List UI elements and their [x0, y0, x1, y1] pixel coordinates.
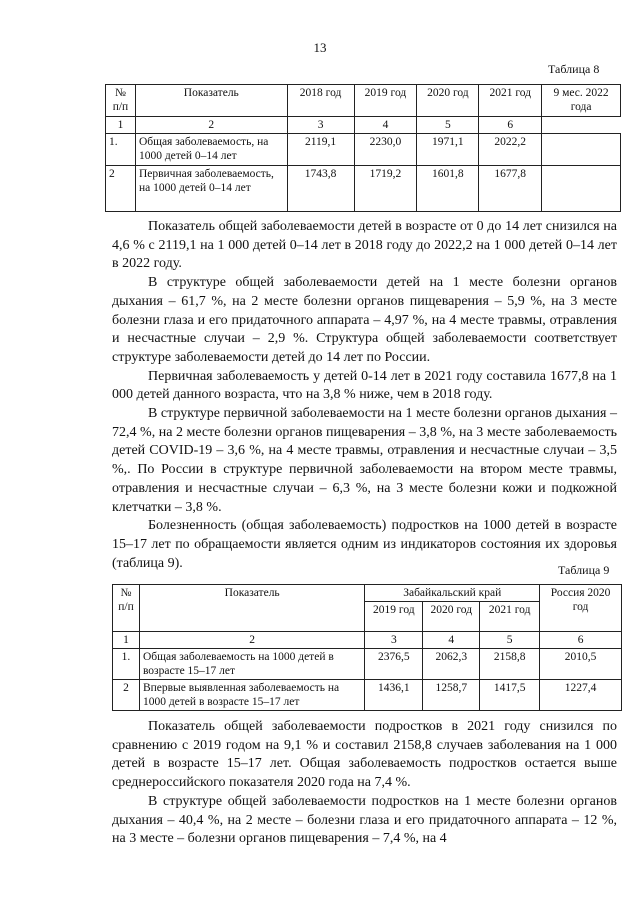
- colnum-cell: 6: [479, 117, 542, 134]
- value-cell: 1601,8: [417, 166, 479, 212]
- paragraph: Показатель общей заболеваемости детей в возрасте от 0 до 14 лет снизился на 4,6 % с 2119,1 на 1 000 детей 0–14 лет в 2018 году до 2022,2 на 1 000 детей 0–14 лет в 2022 году.: [112, 219, 617, 272]
- header-cell: Показатель: [135, 85, 287, 117]
- header-cell: № п/п: [113, 585, 140, 632]
- header-cell-region: Забайкальский край: [365, 585, 540, 602]
- row-number: 1.: [106, 134, 136, 166]
- value-cell: 2010,5: [540, 649, 622, 680]
- column-number-row: [106, 117, 621, 134]
- colnum-cell: 4: [354, 117, 417, 134]
- text-block-1: [112, 218, 617, 573]
- row-label: Впервые выявленная заболеваемость на 1000 детей в возрасте 15–17 лет: [139, 680, 364, 711]
- paragraph: В структуре общей заболеваемости подростков на 1 месте болезни органов дыхания – 40,4 %, на 2 месте – болезни глаза и его придаточного аппарата – 12 %, на 3 месте – болезни органов пищеварения – 7,4 %, на 4: [112, 793, 617, 847]
- table-row: [113, 680, 622, 711]
- value-cell: 1227,4: [540, 680, 622, 711]
- column-number-row: [113, 632, 622, 649]
- header-cell: № п/п: [106, 85, 136, 117]
- table9-caption: Таблица 9: [558, 563, 610, 577]
- row-label: Общая заболеваемость на 1000 детей в возрасте 15–17 лет: [139, 649, 364, 680]
- paragraph: Первичная заболеваемость у детей 0-14 лет в 2021 году составила 1677,8 на 1 000 детей данного возраста, что на 3,8 % ниже, чем в 2018 году.: [112, 368, 617, 403]
- header-cell: 2018 год: [287, 85, 354, 117]
- header-cell-year: 2020 год: [423, 602, 480, 632]
- value-cell: 1743,8: [287, 166, 354, 212]
- row-label: Первичная заболеваемость, на 1000 детей 0–14 лет: [135, 166, 287, 212]
- value-cell: 1417,5: [480, 680, 540, 711]
- paragraph: В структуре общей заболеваемости детей на 1 месте болезни органов дыхания – 61,7 %, на 2 месте болезни органов пищеварения – 5,9 %, на 3 месте болезни глаза и его придаточного аппарата – 4,97 %, на 4 месте травмы, отравления и несчастные случаи – 2,9 %. Структура общей заболеваемости соответствует структуре заболеваемости детей до 14 лет по России.: [112, 275, 617, 365]
- header-cell: Россия 2020 год: [540, 585, 622, 632]
- paragraph: В структуре первичной заболеваемости на 1 месте болезни органов дыхания – 72,4 %, на 2 месте болезни органов пищеварения – 3,8 %, на 3 месте заболеваемость детей COVID-19 – 3,6 %, на 4 месте травмы, отравления и несчастные случаи – 3,5 %,. По России в структуре первичной заболеваемости на втором месте травмы, отравления и несчастные случаи – 6,3 %, на 3 месте болезни кожи и подкожной клетчатки – 3,8 %.: [112, 406, 617, 515]
- header-cell-year: 2021 год: [480, 602, 540, 632]
- colnum-cell: 5: [480, 632, 540, 649]
- colnum-cell: 2: [139, 632, 364, 649]
- header-cell: 2021 год: [479, 85, 542, 117]
- header-cell: 2019 год: [354, 85, 417, 117]
- colnum-cell: 4: [423, 632, 480, 649]
- value-cell: [542, 134, 621, 166]
- table-header-row: [113, 585, 622, 602]
- header-cell-year: 2019 год: [365, 602, 423, 632]
- table-row: [113, 649, 622, 680]
- header-cell: 9 мес. 2022 года: [542, 85, 621, 117]
- value-cell: 2062,3: [423, 649, 480, 680]
- colnum-cell: 6: [540, 632, 622, 649]
- table-row: [106, 166, 621, 212]
- table-header-row: [106, 85, 621, 117]
- value-cell: [542, 166, 621, 212]
- colnum-cell: 5: [417, 117, 479, 134]
- colnum-cell: 3: [287, 117, 354, 134]
- table-row: [106, 134, 621, 166]
- value-cell: 1258,7: [423, 680, 480, 711]
- colnum-cell: 1: [106, 117, 136, 134]
- value-cell: 1677,8: [479, 166, 542, 212]
- value-cell: 2376,5: [365, 649, 423, 680]
- row-number: 1.: [113, 649, 140, 680]
- text-block-2: [112, 718, 617, 849]
- value-cell: 1436,1: [365, 680, 423, 711]
- value-cell: 1971,1: [417, 134, 479, 166]
- page-number: 13: [313, 40, 327, 55]
- paragraph: Показатель общей заболеваемости подростков в 2021 году снизился по сравнению с 2019 годом на 9,1 % и составил 2158,8 случаев заболевания на 1 000 детей в возрасте 15–17 лет. Общая заболеваемость подростков остается выше среднероссийского показателя 2020 года на 7,4 %.: [112, 719, 617, 791]
- header-cell: 2020 год: [417, 85, 479, 117]
- row-number: 2: [106, 166, 136, 212]
- table8: [105, 84, 621, 212]
- table9: [112, 584, 622, 711]
- value-cell: 1719,2: [354, 166, 417, 212]
- paragraph: Болезненность (общая заболеваемость) подростков на 1000 детей в возрасте 15–17 лет по обращаемости является одним из индикаторов состояния их здоровья (таблица 9).: [112, 518, 617, 571]
- value-cell: 2230,0: [354, 134, 417, 166]
- colnum-cell: 2: [135, 117, 287, 134]
- header-cell: Показатель: [139, 585, 364, 632]
- value-cell: 2119,1: [287, 134, 354, 166]
- colnum-cell: 1: [113, 632, 140, 649]
- row-label: Общая заболеваемость, на 1000 детей 0–14 лет: [135, 134, 287, 166]
- value-cell: 2022,2: [479, 134, 542, 166]
- colnum-cell: 3: [365, 632, 423, 649]
- value-cell: 2158,8: [480, 649, 540, 680]
- table8-caption: Таблица 8: [548, 62, 600, 76]
- row-number: 2: [113, 680, 140, 711]
